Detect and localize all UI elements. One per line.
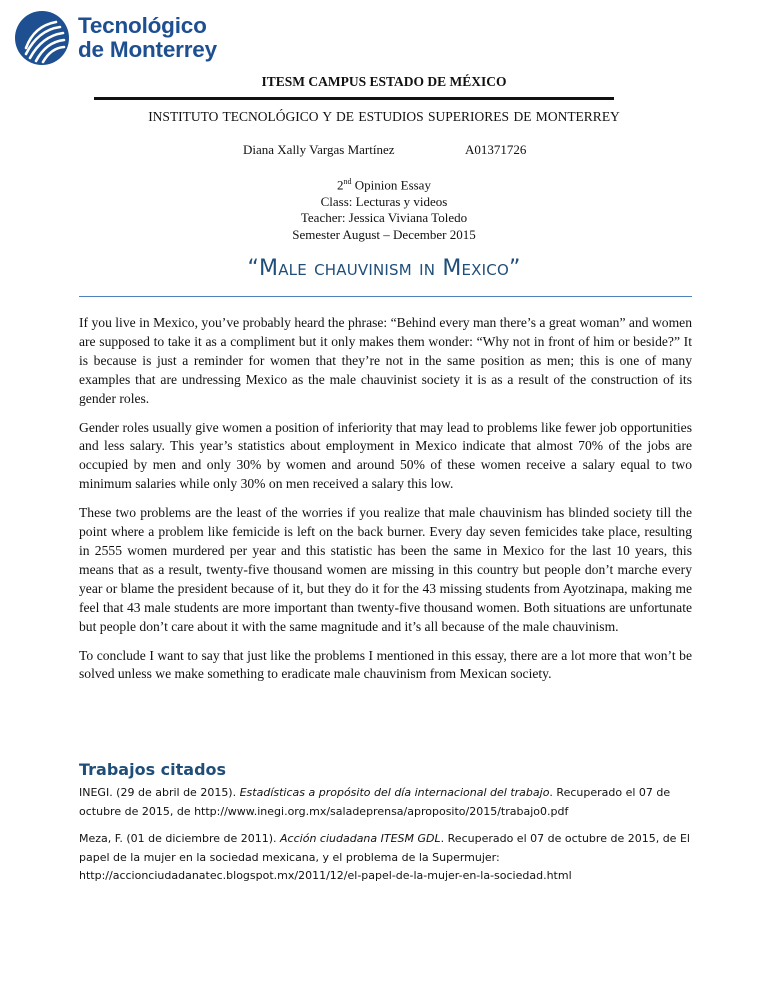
essay-type: 2nd Opinion Essay: [337, 177, 431, 193]
institute-name: INSTITUTO TECNOLÓGICO Y DE ESTUDIOS SUPERIORES DE MONTERREY: [148, 109, 620, 124]
student-id: A01371726: [465, 142, 527, 157]
logo-line-1: Tecnológico: [78, 13, 207, 38]
paragraph-1: If you live in Mexico, you’ve probably heard the phrase: “Behind every man there’s a great woman” and women are supposed to take it as a compliment but it only makes them wonder: “Why not in front of him or beside?” It is because is just a reminder for women that they’re not in the same position as men; this is one of many examples that are undressing Mexico as the male chauvinist society it is as a result of the construction of its gender roles.: [79, 315, 692, 406]
paragraph-4: To conclude I want to say that just like the problems I mentioned in this essay, there are a lot more that won’t be solved unless we make something to eradicate male chauvinism from Mexican society.: [79, 647, 692, 682]
title-divider: [79, 296, 692, 297]
works-cited-heading: Trabajos citados: [79, 760, 227, 779]
semester: Semester August – December 2015: [292, 226, 476, 242]
reference-2: Meza, F. (01 de diciembre de 2011). Acción ciudadana ITESM GDL. Recuperado el 07 de octubre de 2015, de El papel de la mujer en la sociedad mexicana, y el problema de la Supermujer: http://accionciudadanatec.blogspot.mx/2011/12/el-papel-de-la-mujer-en-la-sociedad.html: [79, 832, 690, 882]
essay-meta: [0, 174, 768, 243]
header-divider: [94, 97, 614, 100]
logo-line-2: de Monterrey: [78, 37, 217, 62]
tec-emblem-icon: [12, 8, 72, 68]
campus-title: ITESM CAMPUS ESTADO DE MÉXICO: [261, 74, 507, 89]
tec-de-monterrey-logo: [12, 8, 217, 70]
paragraph-2: Gender roles usually give women a position of inferiority that may lead to problems like fewer job opportunities and less salary. This year’s statistics about employment in Mexico indicate that almost 70% of the jobs are occupied by men and only 30% by women and around 50% of these women receive a salary equal to two minimum salaries while only 30% on men received a salary this low.: [79, 419, 692, 492]
essay-title: “Male chauvinism in Mexico”: [247, 256, 521, 281]
essay-body: [79, 314, 692, 694]
reference-1: INEGI. (29 de abril de 2015). Estadísticas a propósito del día internacional del trabajo. Recuperado el 07 de octubre de 2015, de http://www.inegi.org.mx/saladeprensa/aproposito/2015/trabajo0.pdf: [79, 786, 671, 818]
author-name: Diana Xally Vargas Martínez: [243, 142, 395, 157]
paragraph-3: These two problems are the least of the worries if you realize that male chauvinism has blinded society till the point where a problem like femicide is left on the back burner. Every day seven femicides take place, resulting in 2555 women murdered per year and this statistic has been the same in Mexico for the last 10 years, this means that as a result, twenty-five thousand women are missing in this country but people don’t marche every year or blame the president because of it, but they do it for the 43 missing students from Ayotzinapa, making me feel that 43 male students are more important than twenty-five thousand women. Both situations are unfortunate but people don’t care about it with the same magnitude and it’s all because of the male chauvinism.: [79, 505, 692, 634]
works-cited-list: [79, 784, 694, 895]
teacher-name: Teacher: Jessica Viviana Toledo: [300, 210, 468, 226]
class-name: Class: Lecturas y videos: [320, 193, 448, 209]
